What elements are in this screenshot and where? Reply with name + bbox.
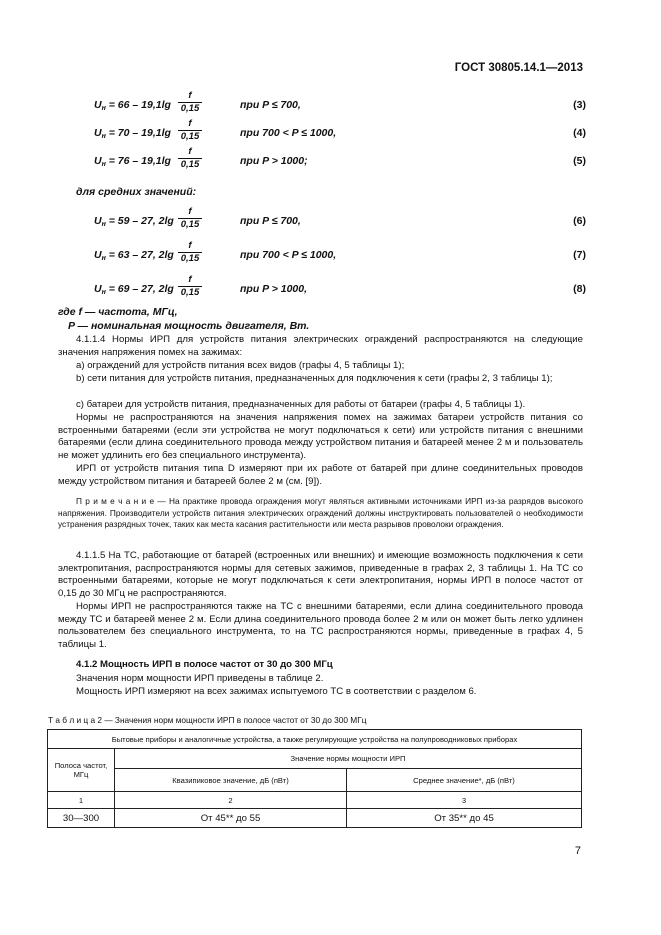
note-label: П р и м е ч а н и е xyxy=(76,496,155,506)
paragraph-4-1-1-4: 4.1.1.4 Нормы ИРП для устройств питания электрических ограждений распространяются на следующие значения напряжения помех на зажимах: xyxy=(58,334,583,358)
equation-subscript: н xyxy=(101,105,106,112)
equation-number: (4) xyxy=(573,127,586,139)
equation-subscript: н xyxy=(101,133,106,140)
avg-values-heading: для средних значений: xyxy=(76,186,197,198)
paragraph-norms-external: Нормы ИРП не распространяются также на ТС с внешними батареями, если длина соединительного провода между ТС и батареей менее 2 м. Если длина соединительного провода более 2 м или он может быть легко удлинен пользователем без специального инструмента, то на ТС распространяются нормы, приведенные в графах 4, 5 таблицы 1. xyxy=(58,601,583,651)
cell-quasi: От 45** до 55 xyxy=(115,809,347,828)
page-number: 7 xyxy=(574,845,581,857)
header-quasi-peak: Квазипиковое значение, дБ (пВт) xyxy=(115,769,347,792)
equation-lhs xyxy=(94,155,171,168)
column-number-2: 2 xyxy=(115,792,347,809)
fraction-numerator: f xyxy=(188,274,192,285)
equation-expression: = 70 – 19,1lg xyxy=(105,127,171,139)
section-heading-4-1-2: 4.1.2 Мощность ИРП в полосе частот от 30 до 300 МГц xyxy=(76,659,333,670)
equation-condition: при 700 < P ≤ 1000, xyxy=(240,249,337,261)
equation xyxy=(76,206,586,236)
item-b: b) сети питания для устройств питания, предназначенных для подключения к сети (графы 2, 3 таблицы 1); xyxy=(76,373,553,384)
equation-fraction xyxy=(178,146,202,171)
equation-fraction xyxy=(178,240,202,265)
equation-condition: при 700 < P ≤ 1000, xyxy=(240,127,337,139)
cell-average: От 35** до 45 xyxy=(347,809,582,828)
table-title: Бытовые приборы и аналогичные устройства, а также регулирующие устройства на полупроводниковых приборах xyxy=(48,730,582,749)
equation xyxy=(76,146,586,176)
fraction-denominator: 0,15 xyxy=(178,286,202,299)
equation-lhs xyxy=(94,249,174,262)
equation xyxy=(76,118,586,148)
equation xyxy=(76,90,586,120)
equation-symbol: U xyxy=(94,155,102,167)
equation-expression: = 76 – 19,1lg xyxy=(105,155,171,167)
fraction-denominator: 0,15 xyxy=(178,158,202,171)
equation-expression: = 59 – 27, 2lg xyxy=(105,215,174,227)
equation-symbol: U xyxy=(94,249,102,261)
equation-number: (5) xyxy=(573,155,586,167)
header-average: Среднее значение*, дБ (пВт) xyxy=(347,769,582,792)
equation-fraction xyxy=(178,90,202,115)
paragraph-values: Значения норм мощности ИРП приведены в таблице 2. xyxy=(76,673,324,684)
paragraph-norms-battery: Нормы не распространяются на значения напряжения помех на зажимах батареи устройств питания со встроенными батареями (если эти устройства не могут подключаться к сети) или устройств питания с внешними батареями (если длина соединительного провода между устройством питания и батареей менее 2 м и пользователь не может удлинить его без специального инструмента). xyxy=(58,412,583,462)
fraction-denominator: 0,15 xyxy=(178,130,202,143)
item-c: с) батареи для устройств питания, предназначенных для работы от батареи (графы 4, 5 таблицы 1). xyxy=(76,399,526,410)
item-a: а) ограждений для устройств питания всех видов (графы 4, 5 таблицы 1); xyxy=(76,360,405,371)
equation-condition: при P > 1000, xyxy=(240,283,308,295)
column-number-1: 1 xyxy=(48,792,115,809)
equation-subscript: н xyxy=(101,289,106,296)
equation-lhs xyxy=(94,99,171,112)
equation xyxy=(76,274,586,304)
equation-subscript: н xyxy=(101,221,106,228)
equation-expression: = 66 – 19,1lg xyxy=(105,99,171,111)
fraction-numerator: f xyxy=(188,206,192,217)
equation-number: (7) xyxy=(573,249,586,261)
header-norm-value: Значение нормы мощности ИРП xyxy=(115,749,582,769)
table-caption-text: 2 — Значения норм мощности ИРП в полосе частот от 30 до 300 МГц xyxy=(95,715,367,725)
equation-number: (3) xyxy=(573,99,586,111)
column-number-3: 3 xyxy=(347,792,582,809)
equation-expression: = 69 – 27, 2lg xyxy=(105,283,174,295)
equation-number: (8) xyxy=(573,283,586,295)
fraction-numerator: f xyxy=(188,118,192,129)
cell-band: 30—300 xyxy=(48,809,115,828)
fraction-numerator: f xyxy=(188,240,192,251)
equation-condition: при P ≤ 700, xyxy=(240,215,301,227)
equation-subscript: н xyxy=(101,255,106,262)
table-caption-label: Т а б л и ц а xyxy=(48,715,96,725)
equation-symbol: U xyxy=(94,283,102,295)
table-2 xyxy=(47,729,582,828)
paragraph-4-1-1-5: 4.1.1.5 На ТС, работающие от батарей (встроенных или внешних) и имеющие возможность подключения к сети электропитания, распространяются нормы для сетевых зажимов, приведенные в графах 2, 3 таблицы 1. На ТС со встроенными батареями, которые не могут подключаться к сети электропитания, нормы ИРП в полосе частот от 0,15 до 30 МГц не распространяются. xyxy=(58,550,583,600)
standard-header: ГОСТ 30805.14.1—2013 xyxy=(454,62,583,74)
equation-symbol: U xyxy=(94,99,102,111)
equation-subscript: н xyxy=(101,161,106,168)
note xyxy=(58,496,583,531)
equation-condition: при P ≤ 700, xyxy=(240,99,301,111)
equation-fraction xyxy=(178,206,202,231)
equation-expression: = 63 – 27, 2lg xyxy=(105,249,174,261)
where-frequency: где f — частота, МГц, xyxy=(58,306,178,318)
equation-fraction xyxy=(178,118,202,143)
fraction-denominator: 0,15 xyxy=(178,102,202,115)
equation-symbol: U xyxy=(94,127,102,139)
note-text: — На практике провода ограждения могут являться активными источниками ИРП из-за разрядов высокого напряжения. Производители устройств питания электрических ограждений должны инструктировать пользователей о необходимости устранения разрядных точек, таких как места касания растительности или места разрывов проволоки ограждения. xyxy=(58,496,584,529)
fraction-denominator: 0,15 xyxy=(178,218,202,231)
fraction-numerator: f xyxy=(188,146,192,157)
equation-lhs xyxy=(94,127,171,140)
table-caption xyxy=(48,715,366,725)
fraction-denominator: 0,15 xyxy=(178,252,202,265)
equation-lhs xyxy=(94,215,174,228)
equation-number: (6) xyxy=(573,215,586,227)
equation-lhs xyxy=(94,283,174,296)
paragraph-type-d: ИРП от устройств питания типа D измеряют при их работе от батарей при длине соединительных проводов между устройством питания и батареей более 2 м (см. [9]). xyxy=(58,463,583,487)
equation-fraction xyxy=(178,274,202,299)
paragraph-measure: Мощность ИРП измеряют на всех зажимах испытуемого ТС в соответствии с разделом 6. xyxy=(76,686,477,697)
equation-symbol: U xyxy=(94,215,102,227)
header-frequency-band: Полоса частот, МГц xyxy=(48,749,115,792)
equation xyxy=(76,240,586,270)
equation-condition: при P > 1000; xyxy=(240,155,308,167)
fraction-numerator: f xyxy=(188,90,192,101)
where-power: P — номинальная мощность двигателя, Вт. xyxy=(68,320,310,332)
